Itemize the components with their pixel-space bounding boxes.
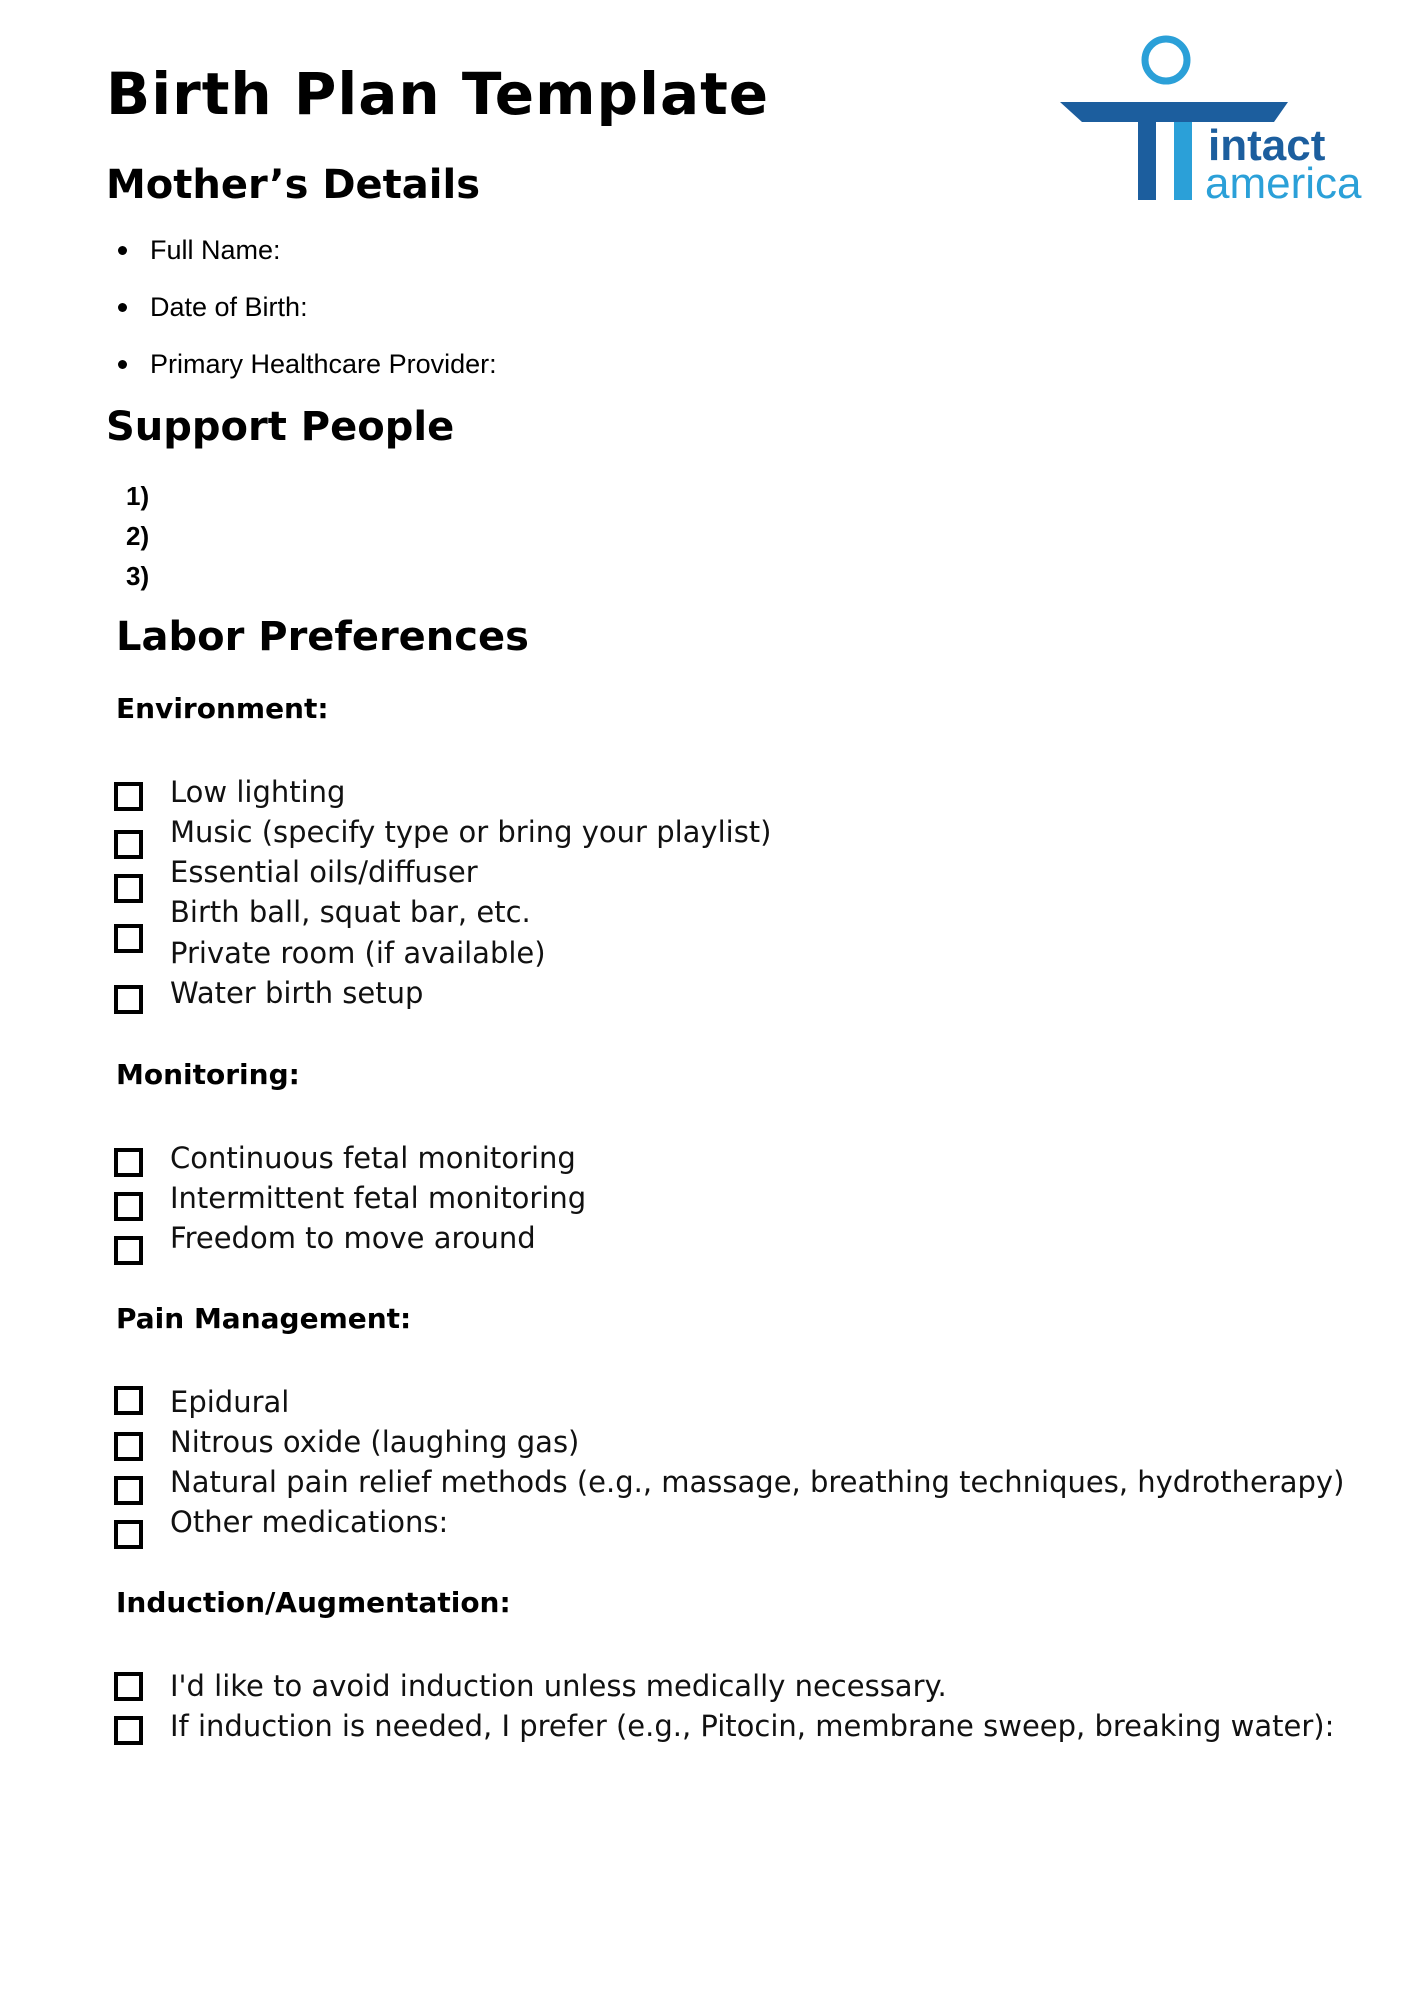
support-people-heading: Support People bbox=[106, 404, 455, 450]
support-people-list bbox=[126, 476, 149, 596]
checkbox-label: Intermittent fetal monitoring bbox=[170, 1181, 587, 1215]
logo-text-line2: america bbox=[1205, 159, 1362, 208]
checkbox-label: I'd like to avoid induction unless medically necessary. bbox=[170, 1669, 947, 1703]
logo-mark-icon bbox=[1060, 30, 1400, 210]
list-item: 3) bbox=[126, 561, 150, 591]
checkbox-label: Epidural bbox=[170, 1385, 290, 1419]
list-item: Primary Healthcare Provider: bbox=[106, 346, 497, 403]
mothers-details-heading: Mother’s Details bbox=[106, 162, 481, 208]
checkbox[interactable] bbox=[114, 1716, 143, 1745]
checkbox-label: Nitrous oxide (laughing gas) bbox=[170, 1425, 580, 1459]
checkbox-label: Other medications: bbox=[170, 1505, 449, 1539]
checkbox[interactable] bbox=[114, 874, 143, 903]
mothers-details-list bbox=[106, 232, 497, 403]
checkbox[interactable] bbox=[114, 1236, 143, 1265]
checkbox[interactable] bbox=[114, 924, 143, 953]
checkbox-label: Essential oils/diffuser bbox=[170, 855, 478, 889]
list-item: 1) bbox=[126, 481, 150, 511]
checkbox[interactable] bbox=[114, 1520, 143, 1549]
checkbox[interactable] bbox=[114, 1476, 143, 1505]
checkbox[interactable] bbox=[114, 782, 143, 811]
checkbox-label: Birth ball, squat bar, etc. bbox=[170, 895, 531, 929]
checkbox[interactable] bbox=[114, 1386, 143, 1415]
logo-body-accent bbox=[1174, 122, 1192, 200]
checkbox-label: Freedom to move around bbox=[170, 1221, 536, 1255]
checkbox[interactable] bbox=[114, 1432, 143, 1461]
logo-head-shape bbox=[1145, 39, 1187, 81]
page-title: Birth Plan Template bbox=[106, 60, 770, 128]
checkbox-label: Low lighting bbox=[170, 775, 346, 809]
induction-label: Induction/Augmentation: bbox=[116, 1586, 511, 1619]
list-item: 2) bbox=[126, 521, 150, 551]
checkbox-label: Private room (if available) bbox=[170, 936, 546, 970]
environment-label: Environment: bbox=[116, 692, 329, 725]
labor-preferences-heading: Labor Preferences bbox=[116, 614, 529, 660]
checkbox[interactable] bbox=[114, 985, 143, 1014]
checkbox[interactable] bbox=[114, 830, 143, 859]
checkbox-label: If induction is needed, I prefer (e.g., Pitocin, membrane sweep, breaking water): bbox=[170, 1709, 1335, 1743]
list-item: Date of Birth: bbox=[106, 289, 497, 346]
pain-management-label: Pain Management: bbox=[116, 1302, 412, 1335]
intact-america-logo bbox=[1060, 30, 1400, 210]
checkbox-label: Natural pain relief methods (e.g., massage, breathing techniques, hydrotherapy) bbox=[170, 1465, 1345, 1499]
checkbox-label: Music (specify type or bring your playlist) bbox=[170, 815, 772, 849]
checkbox[interactable] bbox=[114, 1192, 143, 1221]
checkbox[interactable] bbox=[114, 1148, 143, 1177]
checkbox[interactable] bbox=[114, 1672, 143, 1701]
monitoring-label: Monitoring: bbox=[116, 1058, 300, 1091]
list-item: Full Name: bbox=[106, 232, 497, 289]
checkbox-label: Continuous fetal monitoring bbox=[170, 1141, 576, 1175]
logo-text-line1: intact bbox=[1208, 121, 1326, 170]
checkbox-label: Water birth setup bbox=[170, 976, 424, 1010]
